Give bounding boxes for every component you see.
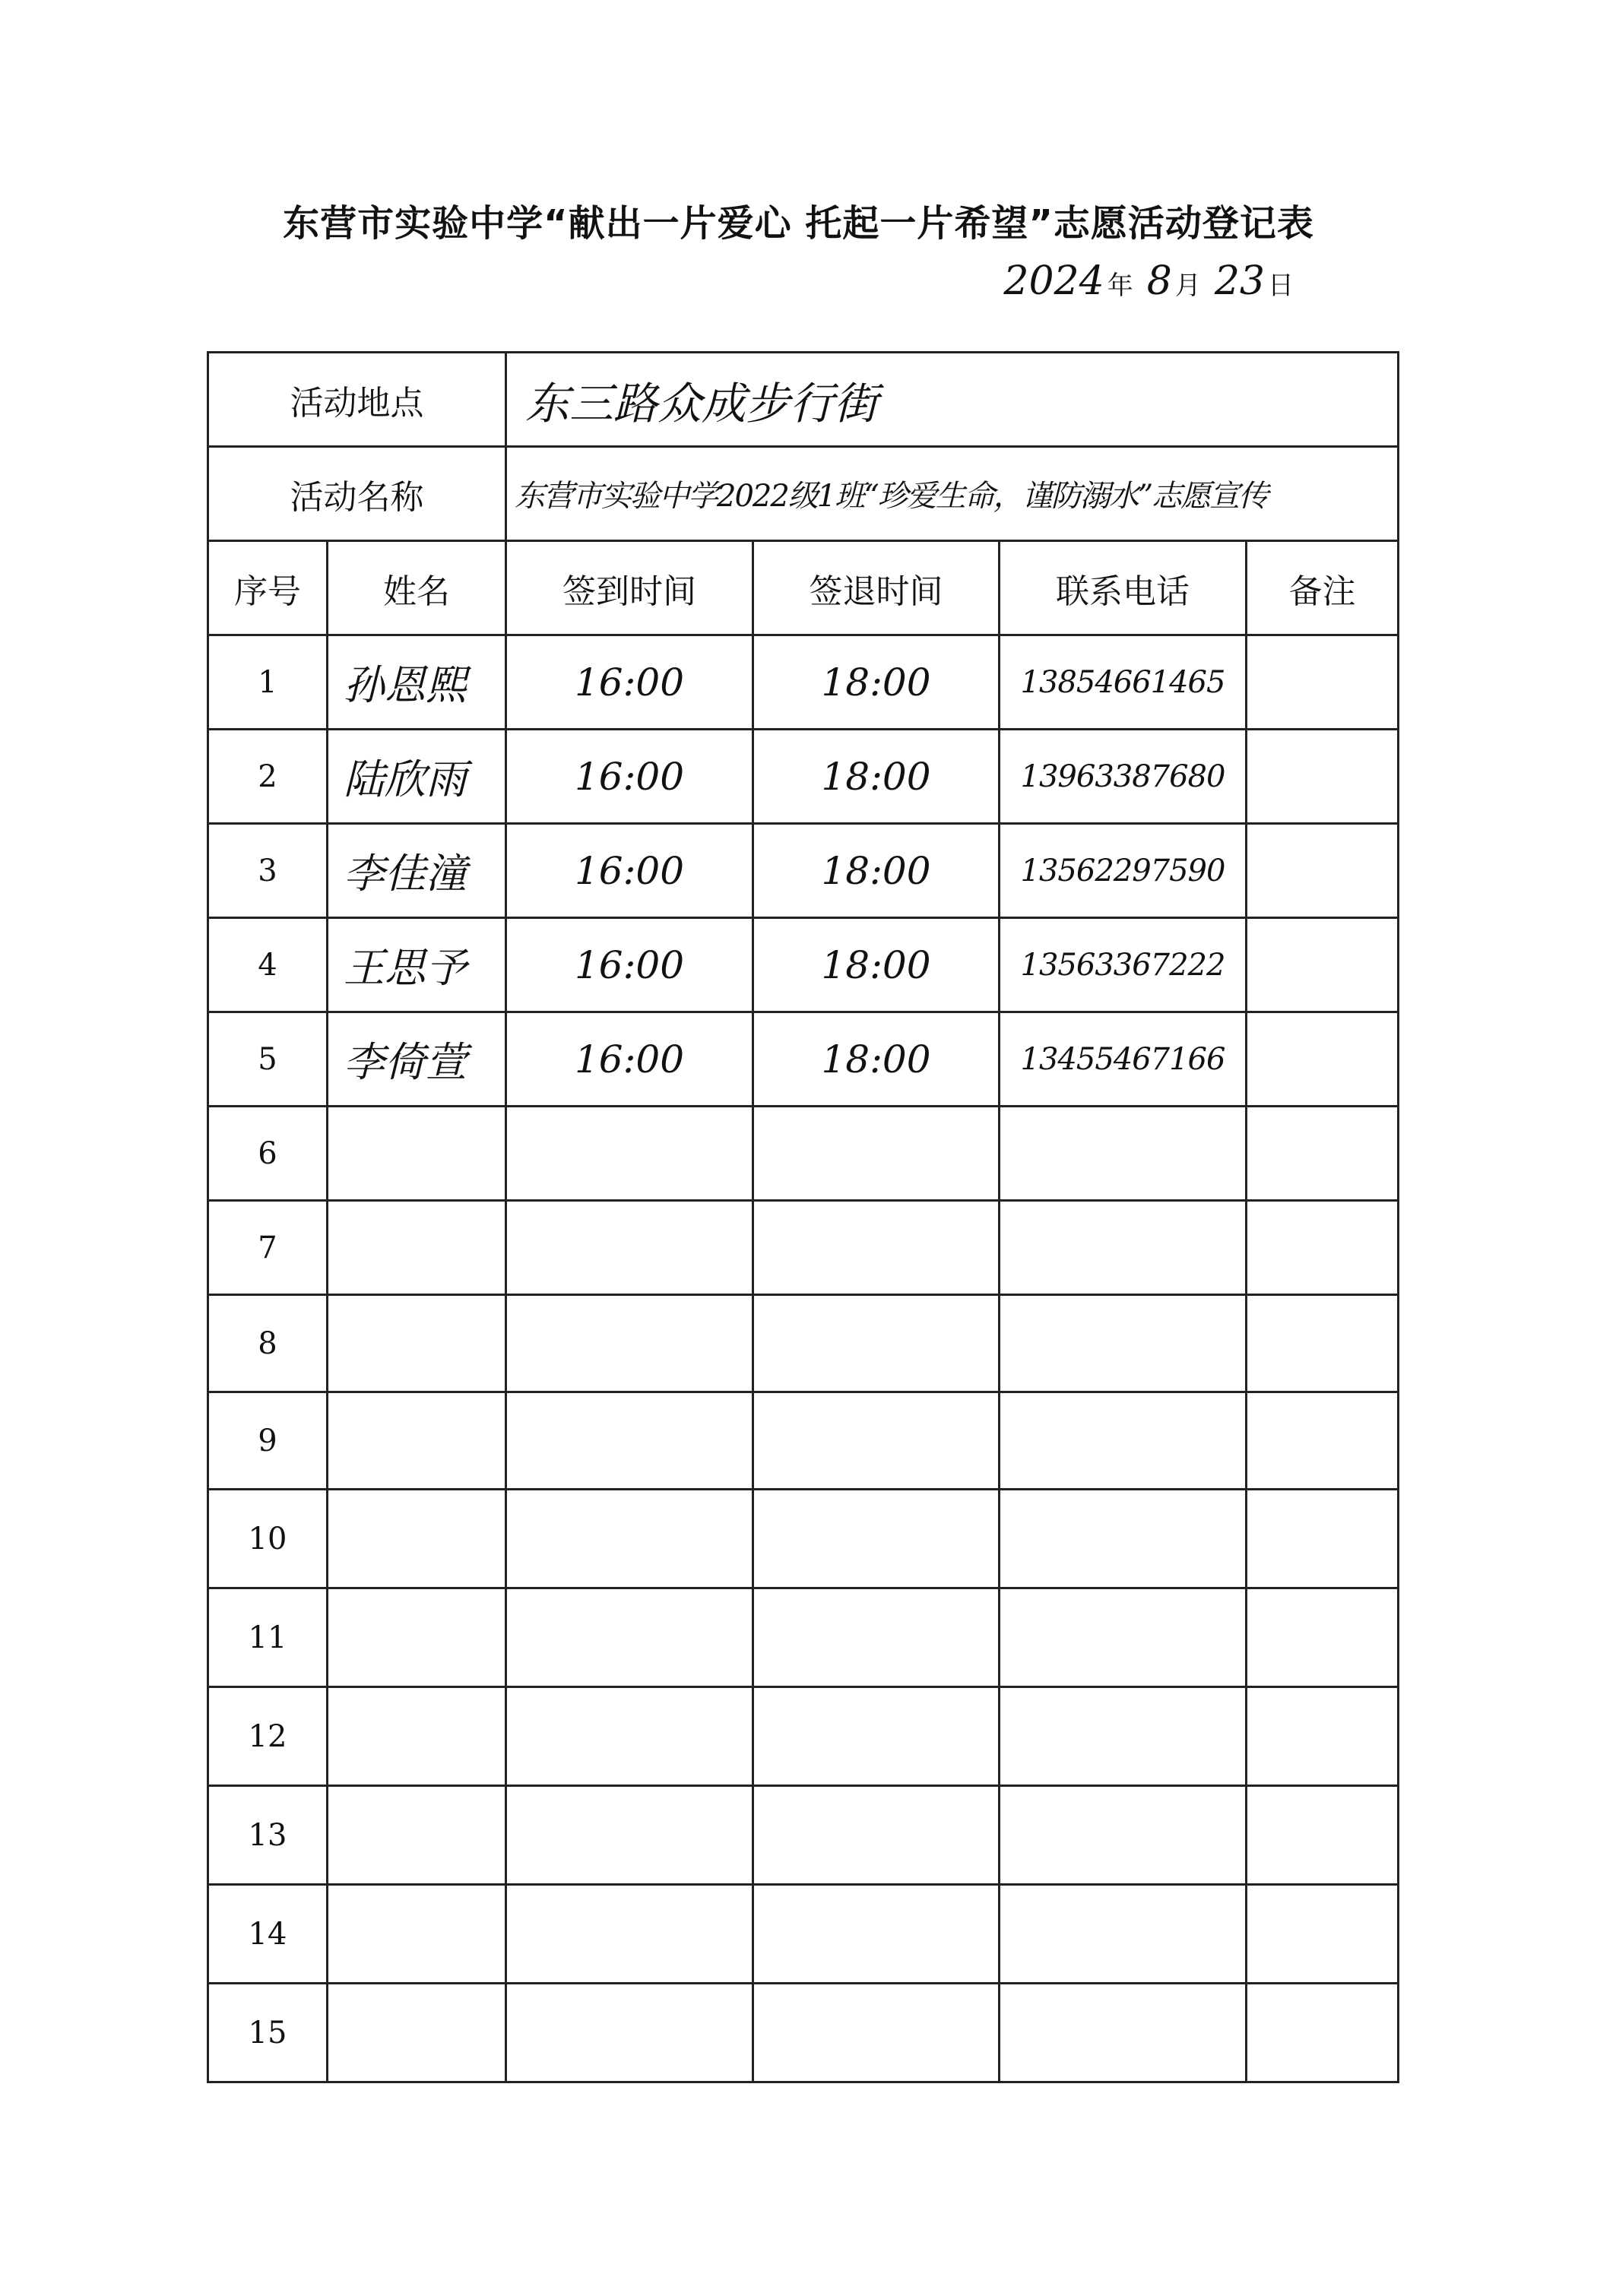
row-number: 13 (208, 1786, 328, 1885)
row-checkout-time (753, 1392, 1000, 1490)
header-row (208, 541, 1399, 635)
row-name (328, 1984, 506, 2082)
row-checkin-time: 16:00 (506, 1012, 753, 1107)
row-note (1247, 1392, 1399, 1490)
row-name (328, 1107, 506, 1201)
table-row (208, 1687, 1399, 1786)
row-note (1247, 730, 1399, 824)
row-number: 10 (208, 1490, 328, 1588)
row-phone (1000, 1885, 1247, 1984)
table-row (208, 1588, 1399, 1687)
header-checkout: 签退时间 (753, 541, 1000, 635)
row-name (328, 1588, 506, 1687)
row-note (1247, 1786, 1399, 1885)
row-checkout-time (753, 1201, 1000, 1295)
row-phone (1000, 1295, 1247, 1392)
table-row (208, 824, 1399, 918)
row-checkout-time: 18:00 (753, 918, 1000, 1012)
row-checkout-time: 18:00 (753, 1012, 1000, 1107)
row-note (1247, 1107, 1399, 1201)
row-phone (1000, 1984, 1247, 2082)
row-number: 15 (208, 1984, 328, 2082)
row-number: 14 (208, 1885, 328, 1984)
row-phone (1000, 1107, 1247, 1201)
row-checkout-time (753, 1984, 1000, 2082)
date-month: 8 (1146, 258, 1172, 304)
row-phone (1000, 1588, 1247, 1687)
row-checkin-time (506, 1687, 753, 1786)
table-row (208, 1012, 1399, 1107)
row-checkin-time (506, 1107, 753, 1201)
row-name: 李佳潼 (328, 824, 506, 918)
location-value: 东三路众成步行街 (506, 353, 1399, 447)
activity-name-row (208, 447, 1399, 541)
date-year-label: 年 (1107, 271, 1133, 301)
row-name (328, 1392, 506, 1490)
row-checkin-time (506, 1295, 753, 1392)
row-name: 陆欣雨 (328, 730, 506, 824)
row-name (328, 1786, 506, 1885)
row-phone (1000, 1392, 1247, 1490)
table-row (208, 635, 1399, 730)
table-row (208, 1295, 1399, 1392)
row-checkout-time: 18:00 (753, 730, 1000, 824)
row-number: 6 (208, 1107, 328, 1201)
row-checkout-time: 18:00 (753, 824, 1000, 918)
row-number: 8 (208, 1295, 328, 1392)
row-name (328, 1885, 506, 1984)
row-checkout-time (753, 1295, 1000, 1392)
row-note (1247, 635, 1399, 730)
row-checkin-time: 16:00 (506, 918, 753, 1012)
row-checkin-time (506, 1786, 753, 1885)
row-checkin-time (506, 1201, 753, 1295)
header-no: 序号 (208, 541, 328, 635)
row-note (1247, 1687, 1399, 1786)
row-name (328, 1490, 506, 1588)
location-row (208, 353, 1399, 447)
table-row (208, 1490, 1399, 1588)
row-name (328, 1201, 506, 1295)
row-checkout-time (753, 1588, 1000, 1687)
row-checkin-time (506, 1885, 753, 1984)
registration-table (207, 351, 1399, 2083)
row-number: 4 (208, 918, 328, 1012)
date-year: 2024 (1003, 258, 1104, 304)
activity-name-value: 东营市实验中学2022级1班“珍爱生命，谨防溺水”志愿宣传 (506, 447, 1399, 541)
row-checkout-time (753, 1687, 1000, 1786)
row-note (1247, 1984, 1399, 2082)
row-phone: 13562297590 (1000, 824, 1247, 918)
row-note (1247, 824, 1399, 918)
row-checkin-time (506, 1392, 753, 1490)
header-note: 备注 (1247, 541, 1399, 635)
table-row (208, 1201, 1399, 1295)
row-note (1247, 918, 1399, 1012)
row-checkin-time (506, 1588, 753, 1687)
row-checkin-time: 16:00 (506, 730, 753, 824)
table-row (208, 1786, 1399, 1885)
header-name: 姓名 (328, 541, 506, 635)
row-number: 5 (208, 1012, 328, 1107)
row-checkin-time (506, 1984, 753, 2082)
date-month-label: 月 (1174, 271, 1201, 301)
row-name (328, 1295, 506, 1392)
row-phone: 13963387680 (1000, 730, 1247, 824)
row-phone (1000, 1786, 1247, 1885)
date-day-label: 日 (1268, 271, 1294, 301)
row-phone (1000, 1490, 1247, 1588)
row-name: 王思予 (328, 918, 506, 1012)
row-checkin-time: 16:00 (506, 635, 753, 730)
row-number: 7 (208, 1201, 328, 1295)
row-number: 3 (208, 824, 328, 918)
row-checkout-time (753, 1107, 1000, 1201)
activity-name-label: 活动名称 (208, 447, 506, 541)
table-row (208, 918, 1399, 1012)
row-number: 9 (208, 1392, 328, 1490)
row-note (1247, 1201, 1399, 1295)
table-row (208, 730, 1399, 824)
header-checkin: 签到时间 (506, 541, 753, 635)
row-number: 11 (208, 1588, 328, 1687)
row-name: 李倚萱 (328, 1012, 506, 1107)
table-row (208, 1392, 1399, 1490)
row-phone (1000, 1687, 1247, 1786)
row-number: 12 (208, 1687, 328, 1786)
row-checkin-time: 16:00 (506, 824, 753, 918)
row-name: 孙恩熙 (328, 635, 506, 730)
row-note (1247, 1588, 1399, 1687)
location-label: 活动地点 (208, 353, 506, 447)
row-checkout-time (753, 1885, 1000, 1984)
header-phone: 联系电话 (1000, 541, 1247, 635)
form-title: 东营市实验中学“献出一片爱心 托起一片希望”志愿活动登记表 (283, 202, 1314, 245)
row-phone: 13455467166 (1000, 1012, 1247, 1107)
row-name (328, 1687, 506, 1786)
table-row (208, 1885, 1399, 1984)
row-phone: 13563367222 (1000, 918, 1247, 1012)
row-number: 1 (208, 635, 328, 730)
row-phone (1000, 1201, 1247, 1295)
row-number: 2 (208, 730, 328, 824)
date-day: 23 (1214, 258, 1265, 304)
row-phone: 13854661465 (1000, 635, 1247, 730)
row-checkout-time: 18:00 (753, 635, 1000, 730)
row-note (1247, 1012, 1399, 1107)
row-note (1247, 1490, 1399, 1588)
form-date (1003, 258, 1297, 304)
row-note (1247, 1295, 1399, 1392)
table-row (208, 1107, 1399, 1201)
row-note (1247, 1885, 1399, 1984)
row-checkin-time (506, 1490, 753, 1588)
row-checkout-time (753, 1786, 1000, 1885)
table-row (208, 1984, 1399, 2082)
row-checkout-time (753, 1490, 1000, 1588)
